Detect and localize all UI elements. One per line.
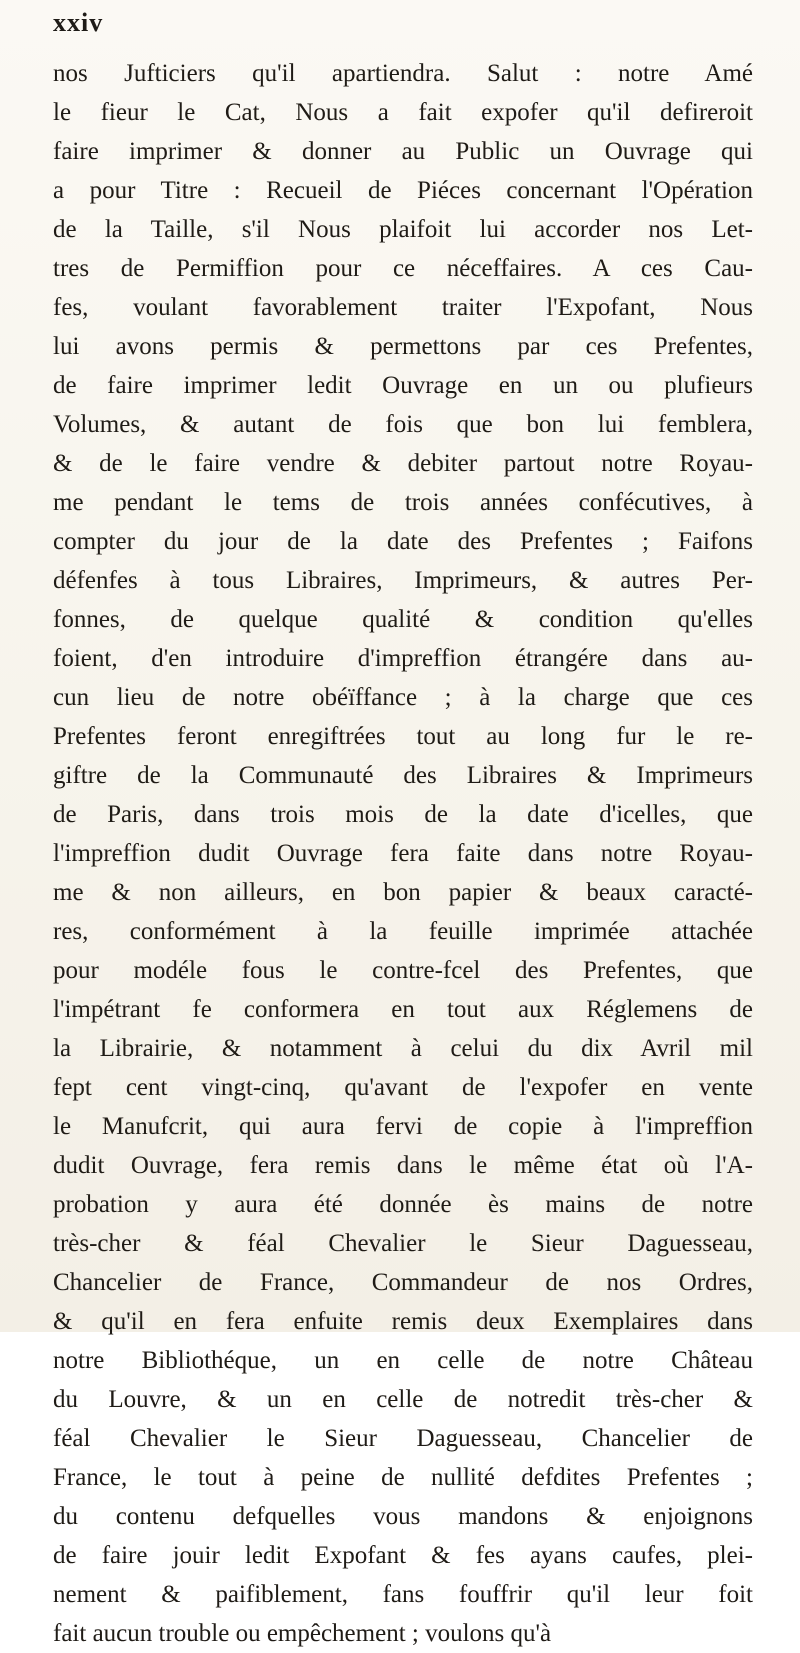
text-line: nement & paifiblement, fans fouffrir qu'il leur foit xyxy=(53,1581,753,1608)
text-line: me & non ailleurs, en bon papier & beaux caracté- xyxy=(53,879,753,906)
text-line: nos Jufticiers qu'il apartiendra. Salut : notre Amé xyxy=(53,60,753,87)
text-line: faire imprimer & donner au Public un Ouvrage qui xyxy=(53,138,753,165)
page-number: xxiv xyxy=(53,8,104,37)
text-line: France, le tout à peine de nullité defdites Prefentes ; xyxy=(53,1464,753,1491)
text-line: tres de Permiffion pour ce néceffaires. A ces Cau- xyxy=(53,255,753,282)
text-line: Volumes, & autant de fois que bon lui femblera, xyxy=(53,411,753,438)
text-line: & de le faire vendre & debiter partout notre Royau- xyxy=(53,450,753,477)
text-body xyxy=(53,54,753,1653)
text-line: très-cher & féal Chevalier le Sieur Daguesseau, xyxy=(53,1230,753,1257)
text-line: la Librairie, & notamment à celui du dix Avril mil xyxy=(53,1035,753,1062)
text-line: fonnes, de quelque qualité & condition qu'elles xyxy=(53,606,753,633)
text-line: de faire jouir ledit Expofant & fes ayans caufes, plei- xyxy=(53,1542,753,1569)
text-line: compter du jour de la date des Prefentes ; Faifons xyxy=(53,528,753,555)
text-line: de la Taille, s'il Nous plaifoit lui accorder nos Let- xyxy=(53,216,753,243)
text-line: le Manufcrit, qui aura fervi de copie à l'impreffion xyxy=(53,1113,753,1140)
text-line: res, conformément à la feuille imprimée attachée xyxy=(53,918,753,945)
text-line: dudit Ouvrage, fera remis dans le même état où l'A- xyxy=(53,1152,753,1179)
text-line: a pour Titre : Recueil de Piéces concernant l'Opération xyxy=(53,177,753,204)
text-line: de faire imprimer ledit Ouvrage en un ou plufieurs xyxy=(53,372,753,399)
text-line: probation y aura été donnée ès mains de notre xyxy=(53,1191,753,1218)
text-line: défenfes à tous Libraires, Imprimeurs, & autres Per- xyxy=(53,567,753,594)
text-line: féal Chevalier le Sieur Daguesseau, Chancelier de xyxy=(53,1425,753,1452)
text-line: cun lieu de notre obéïffance ; à la charge que ces xyxy=(53,684,753,711)
text-line: Chancelier de France, Commandeur de nos Ordres, xyxy=(53,1269,753,1296)
text-line: fept cent vingt-cinq, qu'avant de l'expofer en vente xyxy=(53,1074,753,1101)
text-line: Prefentes feront enregiftrées tout au long fur le re- xyxy=(53,723,753,750)
text-line: le fieur le Cat, Nous a fait expofer qu'il defireroit xyxy=(53,99,753,126)
text-line: notre Bibliothéque, un en celle de notre Château xyxy=(53,1347,753,1374)
text-line: l'impreffion dudit Ouvrage fera faite dans notre Royau- xyxy=(53,840,753,867)
text-line: me pendant le tems de trois années confécutives, à xyxy=(53,489,753,516)
text-line: du Louvre, & un en celle de notredit très-cher & xyxy=(53,1386,753,1413)
text-line: lui avons permis & permettons par ces Prefentes, xyxy=(53,333,753,360)
text-line: foient, d'en introduire d'impreffion étrangére dans au- xyxy=(53,645,753,672)
text-line: & qu'il en fera enfuite remis deux Exemplaires dans xyxy=(53,1308,753,1335)
text-line: fait aucun trouble ou empêchement ; voulons qu'à xyxy=(53,1620,552,1647)
text-line: du contenu defquelles vous mandons & enjoignons xyxy=(53,1503,753,1530)
text-line: de Paris, dans trois mois de la date d'icelles, que xyxy=(53,801,753,828)
text-line: fes, voulant favorablement traiter l'Expofant, Nous xyxy=(53,294,753,321)
text-line: giftre de la Communauté des Libraires & Imprimeurs xyxy=(53,762,753,789)
text-line: pour modéle fous le contre-fcel des Prefentes, que xyxy=(53,957,753,984)
text-line: l'impétrant fe conformera en tout aux Réglemens de xyxy=(53,996,753,1023)
